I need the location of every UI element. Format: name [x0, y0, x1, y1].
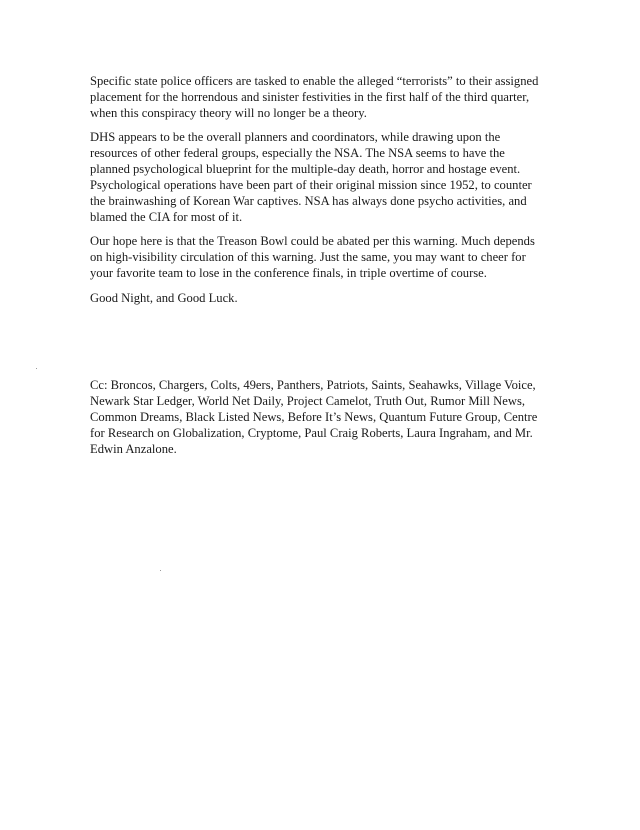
paragraph-state-police: [90, 73, 568, 121]
paragraph-dhs-nsa: [90, 129, 568, 225]
text-line: your favorite team to lose in the conference finals, in triple overtime of course.: [90, 266, 487, 280]
text-line: resources of other federal groups, especially the NSA. The NSA seems to have the: [90, 146, 505, 160]
scan-speck: [36, 368, 37, 369]
text-line: Our hope here is that the Treason Bowl could be abated per this warning. Much depends: [90, 234, 535, 248]
text-line: when this conspiracy theory will no longer be a theory.: [90, 106, 367, 120]
text-line: Psychological operations have been part of their original mission since 1952, to counter: [90, 178, 532, 192]
text-line: on high-visibility circulation of this warning. Just the same, you may want to cheer for: [90, 250, 526, 264]
text-line: Cc: Broncos, Chargers, Colts, 49ers, Panthers, Patriots, Saints, Seahawks, Village Voice,: [90, 378, 536, 392]
text-line: Good Night, and Good Luck.: [90, 291, 238, 305]
paragraph-cc-list: [90, 377, 568, 457]
text-line: planned psychological blueprint for the multiple-day death, horror and hostage event.: [90, 162, 521, 176]
text-line: the brainwashing of Korean War captives. NSA has always done psycho activities, and: [90, 194, 527, 208]
paragraph-sign-off: [90, 290, 568, 306]
text-line: Newark Star Ledger, World Net Daily, Project Camelot, Truth Out, Rumor Mill News,: [90, 394, 526, 408]
text-line: Specific state police officers are tasked to enable the alleged “terrorists” to their assigned: [90, 74, 539, 88]
text-line: blamed the CIA for most of it.: [90, 210, 243, 224]
scan-speck: [160, 570, 161, 571]
text-line: placement for the horrendous and sinister festivities in the first half of the third quarter,: [90, 90, 530, 104]
text-line: for Research on Globalization, Cryptome, Paul Craig Roberts, Laura Ingraham, and Mr.: [90, 426, 533, 440]
text-line: Edwin Anzalone.: [90, 442, 177, 456]
text-line: DHS appears to be the overall planners and coordinators, while drawing upon the: [90, 130, 501, 144]
paragraph-treason-bowl: [90, 233, 568, 281]
text-line: Common Dreams, Black Listed News, Before It’s News, Quantum Future Group, Centre: [90, 410, 538, 424]
